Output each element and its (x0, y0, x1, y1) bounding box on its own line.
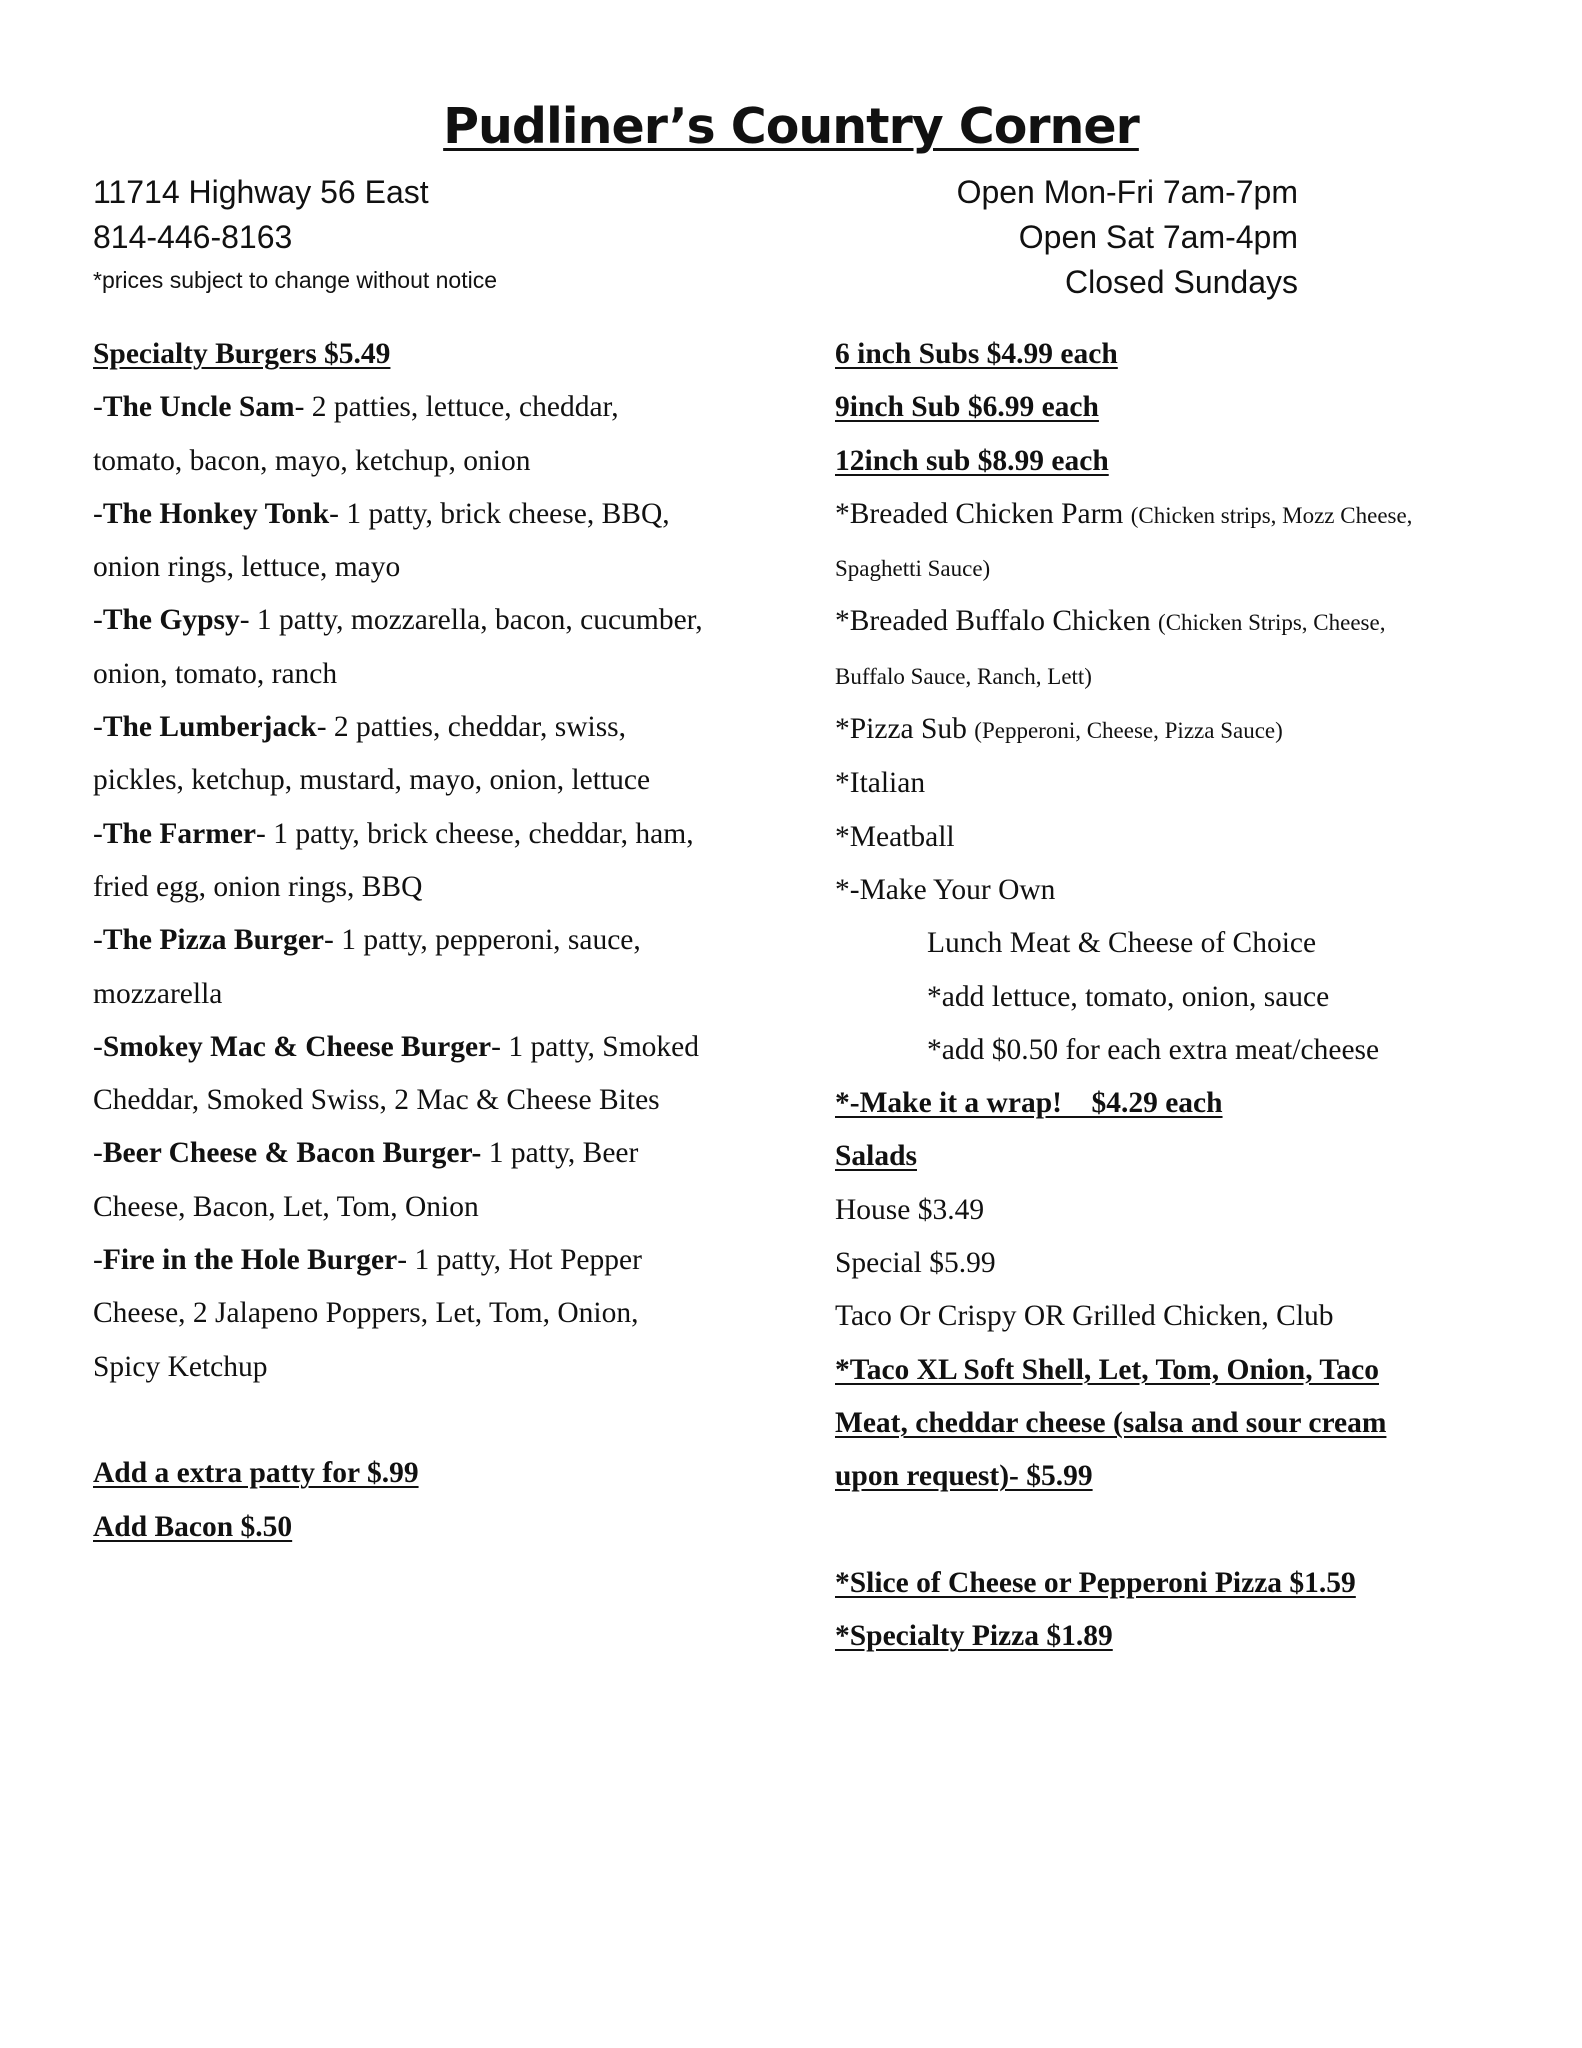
make-own-detail: *add lettuce, tomato, onion, sauce (927, 980, 1330, 1013)
sub-item-chicken-parm: *Breaded Chicken Parm (Chicken strips, Mozz Cheese, (835, 497, 1413, 530)
burger-item-line: -The Honkey Tonk- 1 patty, brick cheese, BBQ, (93, 497, 670, 530)
burger-name: The Lumberjack (102, 711, 317, 744)
burger-item-line: -Smokey Mac & Cheese Burger- 1 patty, Smoked (93, 1030, 700, 1063)
burger-desc: 1 patty, Beer (488, 1137, 639, 1170)
salad-types: Taco Or Crispy OR Grilled Chicken, Club (835, 1300, 1334, 1333)
burger-desc-line: fried egg, onion rings, BBQ (93, 870, 423, 903)
burger-desc: 2 patties, lettuce, cheddar, (311, 391, 619, 424)
burger-name: Beer Cheese & Bacon Burger- (102, 1137, 482, 1170)
burger-desc-line: Cheese, 2 Jalapeno Poppers, Let, Tom, Onion, (93, 1297, 639, 1330)
header-hours (800, 170, 1298, 305)
burger-name: The Farmer (102, 817, 257, 850)
burger-desc-line: onion rings, lettuce, mayo (93, 551, 401, 584)
burger-item-line: -The Uncle Sam- 2 patties, lettuce, cheddar, (93, 391, 619, 424)
burger-desc: 1 patty, pepperoni, sauce, (341, 924, 641, 957)
make-own-detail: Lunch Meat & Cheese of Choice (927, 927, 1317, 960)
sub-detail-line: Buffalo Sauce, Ranch, Lett) (835, 663, 1092, 689)
burger-desc-line: mozzarella (93, 977, 223, 1010)
burger-item-line: -Beer Cheese & Bacon Burger- 1 patty, Beer (93, 1137, 639, 1170)
burger-item-line: -The Lumberjack- 2 patties, cheddar, swiss, (93, 711, 627, 744)
burger-desc: 1 patty, brick cheese, cheddar, ham, (273, 817, 694, 850)
hours-weekday: Open Mon-Fri 7am-7pm (956, 174, 1298, 210)
burger-desc: 1 patty, mozzarella, bacon, cucumber, (256, 604, 703, 637)
address: 11714 Highway 56 East (93, 174, 429, 210)
spacer (93, 1394, 753, 1447)
sub-item-make-own: *-Make Your Own (835, 873, 1056, 906)
burger-name: Fire in the Hole Burger (102, 1244, 398, 1277)
sub-item-meatball: *Meatball (835, 820, 955, 853)
burger-desc: 1 patty, Smoked (508, 1030, 700, 1063)
burger-desc-line: tomato, bacon, mayo, ketchup, onion (93, 444, 531, 477)
burger-desc: 1 patty, brick cheese, BBQ, (346, 497, 670, 530)
subs-12-heading: 12inch sub $8.99 each (835, 444, 1109, 477)
burger-item-line: -The Pizza Burger- 1 patty, pepperoni, sauce, (93, 924, 641, 957)
price-note: *prices subject to change without notice (93, 267, 498, 293)
sub-item-pizza: *Pizza Sub (Pepperoni, Cheese, Pizza Sauce) (835, 713, 1283, 746)
burger-item-line: -The Gypsy- 1 patty, mozzarella, bacon, cucumber, (93, 604, 703, 637)
burger-item-line: -Fire in the Hole Burger- 1 patty, Hot Pepper (93, 1244, 642, 1277)
burger-desc-line: onion, tomato, ranch (93, 657, 338, 690)
subs-column (835, 328, 1515, 1663)
page-title: Pudliner’s Country Corner (443, 98, 1139, 155)
burger-desc: 1 patty, Hot Pepper (414, 1244, 642, 1277)
salad-house: House $3.49 (835, 1193, 985, 1226)
header-contact (93, 170, 497, 300)
burger-desc-line: Spicy Ketchup (93, 1350, 268, 1383)
burger-desc-line: pickles, ketchup, mustard, mayo, onion, lettuce (93, 764, 651, 797)
taco-item: *Taco XL Soft Shell, Let, Tom, Onion, Taco (835, 1353, 1379, 1386)
burger-desc: 2 patties, cheddar, swiss, (333, 711, 627, 744)
extra-patty: Add a extra patty for $.99 (93, 1457, 419, 1490)
make-own-detail: *add $0.50 for each extra meat/cheese (927, 1033, 1380, 1066)
salads-heading: Salads (835, 1140, 917, 1173)
sub-item-italian: *Italian (835, 767, 926, 800)
subs-9-heading: 9inch Sub $6.99 each (835, 391, 1099, 424)
burgers-column (93, 328, 753, 1554)
burger-name: The Honkey Tonk (102, 497, 330, 530)
burger-name: Smokey Mac & Cheese Burger (102, 1030, 492, 1063)
burger-desc-line: Cheddar, Smoked Swiss, 2 Mac & Cheese Bites (93, 1084, 660, 1117)
burger-desc-line: Cheese, Bacon, Let, Tom, Onion (93, 1190, 479, 1223)
taco-item: upon request)- $5.99 (835, 1460, 1093, 1493)
pizza-slice: *Slice of Cheese or Pepperoni Pizza $1.59 (835, 1566, 1356, 1599)
sub-detail: (Chicken Strips, Cheese, (1158, 610, 1386, 636)
sub-detail: (Pepperoni, Cheese, Pizza Sauce) (974, 718, 1283, 744)
phone: 814-446-8163 (93, 219, 293, 255)
burger-name: The Gypsy (102, 604, 240, 637)
add-bacon: Add Bacon $.50 (93, 1510, 293, 1543)
taco-item: Meat, cheddar cheese (salsa and sour cream (835, 1406, 1387, 1439)
burger-name: The Uncle Sam (102, 391, 295, 424)
hours-saturday: Open Sat 7am-4pm (1018, 219, 1298, 255)
sub-item-buffalo: *Breaded Buffalo Chicken (Chicken Strips, Cheese, (835, 605, 1386, 638)
subs-6-heading: 6 inch Subs $4.99 each (835, 338, 1118, 370)
sub-detail-line: Spaghetti Sauce) (835, 556, 991, 582)
hours-sunday: Closed Sundays (1064, 264, 1298, 300)
spacer (835, 1504, 1515, 1557)
burger-item-line: -The Farmer- 1 patty, brick cheese, cheddar, ham, (93, 817, 694, 850)
sub-detail: (Chicken strips, Mozz Cheese, (1130, 502, 1413, 528)
wrap-option: *-Make it a wrap! $4.29 each (835, 1087, 1223, 1120)
burgers-heading: Specialty Burgers $5.49 (93, 338, 391, 370)
burger-name: The Pizza Burger (102, 924, 325, 957)
salad-special: Special $5.99 (835, 1247, 996, 1280)
specialty-pizza: *Specialty Pizza $1.89 (835, 1620, 1113, 1653)
